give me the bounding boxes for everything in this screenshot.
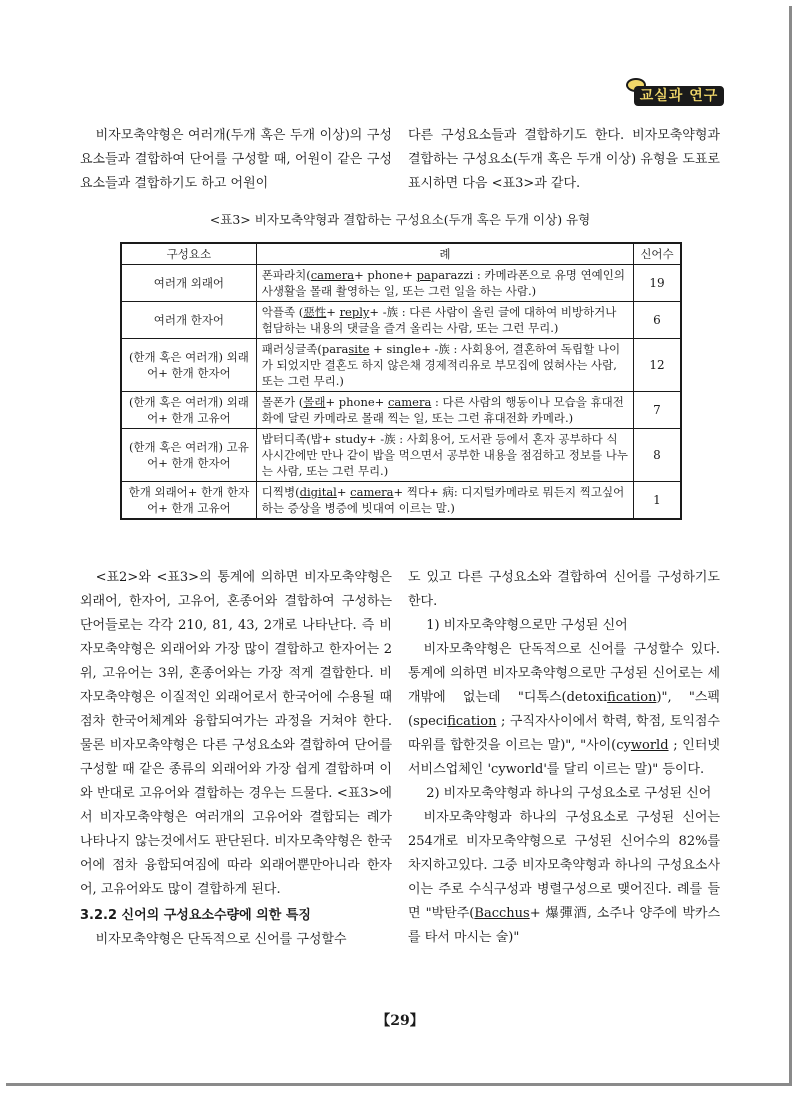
- row-example: 악플족 (惡性+ reply+ -族 : 다른 사람이 올린 글에 대하여 비방하거나 험담하는 내용의 댓글을 즐겨 올리는 사람, 또는 그런 무리.): [256, 302, 633, 339]
- right-continuation: 도 있고 다른 구성요소와 결합하여 신어를 구성하기도 한다.: [408, 570, 720, 609]
- intro-left-column: [80, 124, 392, 196]
- item2-paragraph: 비자모축약형과 하나의 구성요소로 구성된 신어는 254개로 비자모축약형으로 구성된 신어수의 82%를 차지하고있다. 그중 비자모축약형과 하나의 구성요소사이는 주로 수식구성과 병렬구성으로 맺어진다. 례를 들면 "박탄주(Bacchus+ 爆彈酒, 소주나 양주에 박카스를 타서 마시는 술)": [408, 810, 721, 945]
- table-row: [121, 339, 681, 392]
- row-example: 디찍병(digital+ camera+ 찍다+ 病: 디지털카메라로 뭐든지 찍고싶어하는 증상을 병증에 빗대여 이르는 말.): [256, 482, 633, 520]
- row-example: 패러싱글족(parasite + single+ -族 : 사회용어, 결혼하여 독립할 나이가 되었지만 결혼도 하지 않은채 경제적리유로 부모집에 얹혀사는 사람, 또는 그런 무리.): [256, 339, 633, 392]
- row-count: 7: [633, 392, 681, 429]
- row-example: 밥터디족(밥+ study+ -族 : 사회용어, 도서관 등에서 혼자 공부하다 식사시간에만 만나 같이 밥을 먹으면서 공부한 내용을 점검하고 정보를 나누는 사람, 또는 그런 무리.): [256, 429, 633, 482]
- item2-heading: 2) 비자모축약형과 하나의 구성요소로 구성된 신어: [426, 786, 712, 801]
- body-right-column: [408, 566, 720, 950]
- table-row: [121, 429, 681, 482]
- journal-logo: [626, 78, 732, 112]
- row-count: 1: [633, 482, 681, 520]
- row-count: 6: [633, 302, 681, 339]
- page-number: 【29】: [376, 1013, 424, 1029]
- row-count: 12: [633, 339, 681, 392]
- table-row: [121, 482, 681, 520]
- intro-right-column: [408, 124, 720, 196]
- row-component: 한개 외래어+ 한개 한자어+ 한개 고유어: [121, 482, 256, 520]
- row-example: 폰파라치(camera+ phone+ paparazzi : 카메라폰으로 유명 연예인의 사생활을 몰래 촬영하는 일, 또는 그런 일을 하는 사람.): [256, 265, 633, 302]
- intro-right-paragraph: 다른 구성요소들과 결합하기도 한다. 비자모축약형과 결합하는 구성요소(두개 혹은 두개 이상) 유형을 도표로 표시하면 다음 <표3>과 같다.: [408, 128, 720, 191]
- header-example: 례: [256, 243, 633, 265]
- row-component: (한개 혹은 여러개) 고유어+ 한개 한자어: [121, 429, 256, 482]
- body-left-column: [80, 566, 392, 952]
- body-left-paragraph: <표2>와 <표3>의 통계에 의하면 비자모축약형은 외래어, 한자어, 고유어, 혼종어와 결합하여 구성하는 단어들로는 각각 210, 81, 43, 2개로 나타난다. 즉 비자모축약형은 외래어와 가장 많이 결합하고 한자어는 2위, 고유어는 3위, 혼종어와는 가장 적게 결합한다. 비자모축약형은 이질적인 외래어로서 한국어에 수용될 때 점차 한국어체계와 융합되여가는 과정을 거쳐야 한다. 물론 비자모축약형은 다른 구성요소와 결합하여 단어를 구성할 때 같은 종류의 외래어와 가장 쉽게 결합하며 이와 반대로 고유어와 결합하는 경우는 드물다. <표3>에서 비자모축약형은 여러개의 고유어와 결합되는 례가 나타나지 않는것에서도 판단된다. 비자모축약형은 한국어에 점차 융합되여짐에 따라 외래어뿐만아니라 한자어, 고유어와도 많이 결합하게 된다.: [80, 570, 392, 897]
- table-row: [121, 302, 681, 339]
- table-caption: <표3> 비자모축약형과 결합하는 구성요소(두개 혹은 두개 이상) 유형: [209, 212, 591, 227]
- table-row: [121, 392, 681, 429]
- header-count: 신어수: [633, 243, 681, 265]
- row-count: 8: [633, 429, 681, 482]
- logo-text: 교실과 연구: [634, 86, 724, 106]
- table-row: [121, 265, 681, 302]
- row-component: (한개 혹은 여러개) 외래어+ 한개 한자어: [121, 339, 256, 392]
- section-paragraph-start: 비자모축약형은 단독적으로 신어를 구성할수: [95, 932, 347, 947]
- intro-left-paragraph: 비자모축약형은 여러개(두개 혹은 두개 이상)의 구성요소들과 결합하여 단어를 구성할 때, 어원이 같은 구성요소들과 결합하기도 하고 어원이: [80, 128, 392, 191]
- component-type-table: [120, 242, 682, 520]
- section-heading: 3.2.2 신어의 구성요소수량에 의한 특징: [80, 908, 311, 923]
- row-example: 몰폰가 (몰래+ phone+ camera : 다른 사람의 행동이나 모습을 휴대전화에 달린 카메라로 몰래 찍는 일, 또는 그런 휴대전화 카메라.): [256, 392, 633, 429]
- table-header-row: [121, 243, 681, 265]
- header-component: 구성요소: [121, 243, 256, 265]
- row-component: 여러개 한자어: [121, 302, 256, 339]
- row-component: (한개 혹은 여러개) 외래어+ 한개 고유어: [121, 392, 256, 429]
- item1-paragraph: 비자모축약형은 단독적으로 신어를 구성할수 있다. 통계에 의하면 비자모축약형으로만 구성된 신어로는 세개밖에 없는데 "디톡스(detoxification)", "스펙(specification ; 구직자사이에서 학력, 학점, 토익점수따위를 합한것을 이르는 말)", "사이(cyworld ; 인터넷 서비스업체인 'cyworld'를 달리 이르는 말)" 등이다.: [408, 642, 720, 777]
- row-count: 19: [633, 265, 681, 302]
- item1-heading: 1) 비자모축약형으로만 구성된 신어: [426, 618, 628, 633]
- row-component: 여러개 외래어: [121, 265, 256, 302]
